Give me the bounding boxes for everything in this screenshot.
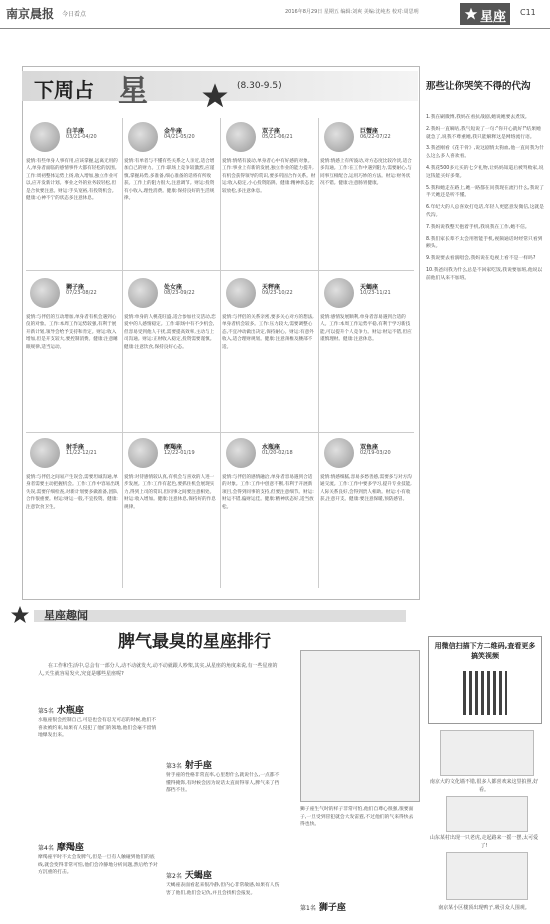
sign-date: 09/23-10/22: [262, 290, 293, 296]
list-item: 8.我们家长辈不太会用智能手机,视频通话时经常只看到额头。: [426, 236, 543, 250]
rank-number: 第5名: [38, 708, 54, 715]
qr-code-icon[interactable]: [463, 671, 507, 715]
rank-heading: [300, 900, 346, 913]
cartoon-illustration: [300, 650, 420, 802]
cancer-icon: [324, 122, 354, 152]
section-label: 星座趣闻: [44, 609, 88, 622]
rank-number: 第3名: [166, 763, 182, 770]
photo-placeholder: [440, 730, 534, 776]
aquarius-icon: [226, 438, 256, 468]
list-item: 5.我和她走在路上,她一路都在问我现在流行什么,我说了半天她还是听不懂。: [426, 185, 544, 199]
sagittarius-icon: [30, 438, 60, 468]
list-item: 6.年纪大的人总喜欢打电话,年轻人更愿意发微信,这就是代沟。: [426, 205, 544, 218]
sign-date: 10/23-11/21: [360, 290, 391, 296]
sign-date: 12/22-01/19: [164, 450, 195, 456]
rank-text: 射手座的性格非常直率,心里想什么就说什么,一点都不懂得掩饰,有时候会因为说话太直而得罪人,脾气来了挡都挡不住。: [166, 773, 280, 794]
rank-heading: [166, 868, 212, 881]
sign-forecast: 爱情:有单者与不懂有些关系之人亲近,适合增加自己的财力。工作:职场上竞争较激烈,应谨慎,掌握局势,多准备,细心准备的话将有所收获。工作上的阻力很大,注意调节。财运:投资有小收入,理性消费。健康:保持良好的生活规律。: [124, 159, 215, 202]
sign-date: 04/21-05/20: [164, 134, 195, 140]
sign-name: 水瓶座: [262, 444, 281, 451]
rank-text: 狮子座生气时的样子非常可怕,他们自尊心很强,很要面子,一旦受到冒犯就会大发雷霆,不过他们的气来得快去得也快。: [300, 807, 414, 828]
column-divider: [220, 118, 221, 588]
article-intro: 在工作和生活中,总会有一部分人,动不动就发火,动不动就跟人吵架,其实,从星座的角度来说,有一些星座的人,天生就容易发火,究竟是哪些星座呢?: [38, 663, 278, 677]
leo-icon: [30, 278, 60, 308]
sign-name: 双子座: [262, 128, 281, 135]
row-divider: [26, 270, 414, 271]
list-item: 9.我说要去看演唱会,我妈说在电视上看不是一样吗?: [426, 256, 536, 262]
rank-heading: [38, 840, 84, 853]
libra-icon: [226, 278, 256, 308]
rank-heading: [166, 758, 212, 771]
rank-text: 摩羯座平时不太会发脾气,但是一旦有人触碰到他们的底线,就会变得非常可怕,他们会冷静地分析问题,然后给予对方沉重的打击。: [38, 855, 158, 876]
sign-name: 金牛座: [164, 128, 183, 135]
sign-forecast: 爱情:与伴侣的互动增加,单身者有机会遇到心仪的对象。工作:本周工作运势较强,有利于展开新计划,领导会给予支持和肯定。财运:收入增加,但是开支较大,要控制消费。健康:注意睡眠规律,适当运动。: [26, 315, 118, 350]
gemini-icon: [226, 122, 256, 152]
page-header: [0, 0, 550, 28]
banner-date-range: (8.30-9.5): [237, 81, 282, 91]
list-item: 7.我妈说我整天抱着手机,我说我在工作,她不信。: [426, 224, 530, 230]
tiger-photo: [446, 796, 528, 832]
rank-sign: 狮子座: [318, 903, 346, 913]
rank-heading: [38, 703, 84, 716]
column-divider: [122, 118, 123, 588]
section-tab-label: 星座: [480, 10, 507, 25]
capricorn-icon: [128, 438, 158, 468]
issue-meta: 2016年8月29日 星期五 编辑:刘爽 美编:沈纯杰 校对:周思明: [285, 9, 419, 15]
scorpio-icon: [324, 278, 354, 308]
section-tab: [460, 3, 510, 25]
sign-forecast: 爱情:与伴侣之间易产生误会,需要坦诚沟通,单身者需要主动把握机会。工作:工作中容易出现失误,需要仔细检查,对新计划要多做准备,团队合作很重要。财运:财运一般,不宜投资。健康:注意饮食卫生。: [26, 475, 120, 510]
list-item: 3.我爸刚看《花千骨》,说这剧情太狗血,他一直问我为什么这么多人喜欢看。: [426, 146, 544, 160]
sign-forecast: 爱情:感情发展顺利,单身者容易遇到合适的人。工作:本周工作运势平稳,有利于学习新技能,可以提升个人竞争力。财运:财运不错,但应谨慎理财。健康:注意休息。: [320, 315, 412, 343]
list-item: 4.我花500多元买的七夕礼物,让妈妈知道后被骂败家,说这钱能买好多菜。: [426, 165, 544, 179]
rank-number: 第4名: [38, 845, 54, 852]
sidebar-title: 那些让你哭笑不得的代沟: [426, 81, 531, 92]
star-icon: [10, 605, 30, 625]
banner-big-character: 星: [118, 74, 148, 109]
row-divider: [26, 432, 414, 433]
section-bar: [34, 610, 406, 622]
sign-forecast: 爱情:有些单身人事有用,应该掌握,远离无用的人,单身者面临的感情事件大都有轻松的氛围。工作:周初整体运势上扬,收入增加,独立作业可以,应开发新计划。事业之外的业务较轻松,但是合伙要注意。财运:手头宽裕,有投资机会。健康:心神不宁的状态多注意休息。: [26, 159, 120, 202]
photo-caption: 山东某村出现一只老虎,走起路来一摇一摆,太可爱了!: [429, 835, 539, 849]
section-tag: 今日看点: [62, 11, 87, 18]
sign-date: 03/21-04/20: [66, 134, 97, 140]
photo-caption: 南京某小区楼顶出现鸭子,吸引众人围观。: [438, 905, 530, 911]
sign-name: 天秤座: [262, 284, 281, 291]
rank-sign: 水瓶座: [56, 706, 84, 716]
sign-name: 狮子座: [66, 284, 85, 291]
list-item: 10.我爸问我为什么总是不回家吃饭,我说要加班,他说以前他们从来不加班。: [426, 267, 543, 281]
qr-code-panel: [428, 636, 542, 724]
sign-name: 摩羯座: [164, 444, 183, 451]
sign-forecast: 爱情:情绪有波动,单身者心中有好感的对象。工作:事业上有新的发展,独立作业的能力提升,有机会获得领导的赏识,要多巩固合作关系。财运:收入稳定,小心投资陷阱。健康:精神状态比较放松,多注意休息。: [222, 159, 316, 194]
sign-forecast: 爱情:对待感情较认真,有机会与喜欢的人进一步发展。工作:工作有起色,要抓住机会展现实力,得到上司的赏识,但同事之间要注意相处。财运:收入增加。健康:注意休息,保持好的作息规律。: [124, 475, 216, 510]
qr-title: 用微信扫描下方二维码,查看更多搞笑视频: [434, 642, 536, 660]
rank-number: 第1名: [300, 905, 316, 912]
list-item: 2.我妈一直嘀咕,我气短说了一句:"你开心就好!"结果她就急了,说我不尊重她,我只能解释这是网络流行语。: [426, 126, 541, 140]
sign-date: 11/22-12/21: [66, 450, 97, 456]
sign-name: 天蝎座: [360, 284, 379, 291]
sign-forecast: 爱情:与伴侣的关系亲密,要多关心对方的想法,单身者机会较多。工作:压力较大,需要调整心态,不宜冲动做出决定,保持耐心。财运:有意外收入,适合理财规划。健康:注意颈椎及腰部不适。: [222, 315, 314, 350]
newspaper-logo: 南京晨报: [6, 7, 55, 21]
star-icon: [464, 7, 478, 21]
virgo-icon: [128, 278, 158, 308]
sidebar-list: [426, 114, 544, 287]
sign-date: 06/22-07/22: [360, 134, 391, 140]
sign-forecast: 爱情:情感细腻,容易多愁善感,需要多与对方沟通交流。工作:工作中要多学习,提升专业技能,人际关系良好,会得到贵人相助。财运:小有收获,注意开支。健康:要注意保暖,预防感冒。: [320, 475, 412, 503]
rank-text: 水瓶座很会控制自己,可是也会有忍无可忍的时候,他们不喜欢被约束,如果有人侵犯了他们的领地,他们会毫不留情地爆发出来。: [38, 718, 157, 739]
building-photo: [446, 852, 528, 900]
column-divider: [318, 118, 319, 588]
aries-icon: [30, 122, 60, 152]
sign-name: 双鱼座: [360, 444, 379, 451]
sign-name: 巨蟹座: [360, 128, 379, 135]
taurus-icon: [128, 122, 158, 152]
sign-date: 01/20-02/18: [262, 450, 293, 456]
sign-date: 08/23-09/22: [164, 290, 195, 296]
photo-caption: 南京大的文化墙不错,很多人都喜欢来这里拍照,好看。: [429, 779, 539, 793]
sign-date: 05/21-06/21: [262, 134, 293, 140]
star-icon: [200, 82, 230, 110]
weekly-banner: [22, 66, 418, 108]
sign-forecast: 爱情:情感上有所波动,对方态度比较冷淡,适合多沟通。工作:在工作中遇到阻力,需要耐心,与同事互相配合,运用巧妙的方法。财运:财务状况不错。健康:注意肠胃健康。: [320, 159, 412, 187]
rank-sign: 摩羯座: [56, 843, 84, 853]
fun-section-header: [6, 605, 116, 625]
header-divider: [0, 28, 550, 29]
sign-date: 02/19-03/20: [360, 450, 391, 456]
sign-name: 射手座: [66, 444, 85, 451]
list-item: 1.我在刷微博,我妈在看抗战剧,她说她要去煮饭。: [426, 115, 530, 120]
sign-date: 07/23-08/22: [66, 290, 97, 296]
rank-text: 天蝎座表面看起来很冷静,但内心非常敏感,如果有人伤害了他们,他们会记仇,并且会找机会报复。: [166, 883, 280, 896]
article-title: 脾气最臭的星座排行: [118, 632, 271, 652]
rank-sign: 天蝎座: [184, 871, 212, 881]
sign-forecast: 爱情:与伴侣的感情融洽,单身者容易遇到合适的对象。工作:工作中创意不断,有利于开展新项目,会得到同事的支持,但要注意细节。财运:财运不错,偏财运佳。健康:精神状态好,适当放松。: [222, 475, 314, 510]
sign-name: 处女座: [164, 284, 183, 291]
rank-sign: 射手座: [184, 761, 212, 771]
page-number: C11: [520, 8, 536, 17]
sign-name: 白羊座: [66, 128, 85, 135]
banner-title: 下周占: [34, 78, 94, 102]
rank-number: 第2名: [166, 873, 182, 880]
pisces-icon: [324, 438, 354, 468]
sign-forecast: 爱情:单身的人桃花旺盛,适合参加社交活动,恋爱中的人感情稳定。工作:职场中有不少机会,但容易受到他人干扰,需要提高效率,主动与上司沟通。财运:正财收入稳定,投资需要谨慎。健康:注意饮食,保持良好心态。: [124, 315, 216, 350]
